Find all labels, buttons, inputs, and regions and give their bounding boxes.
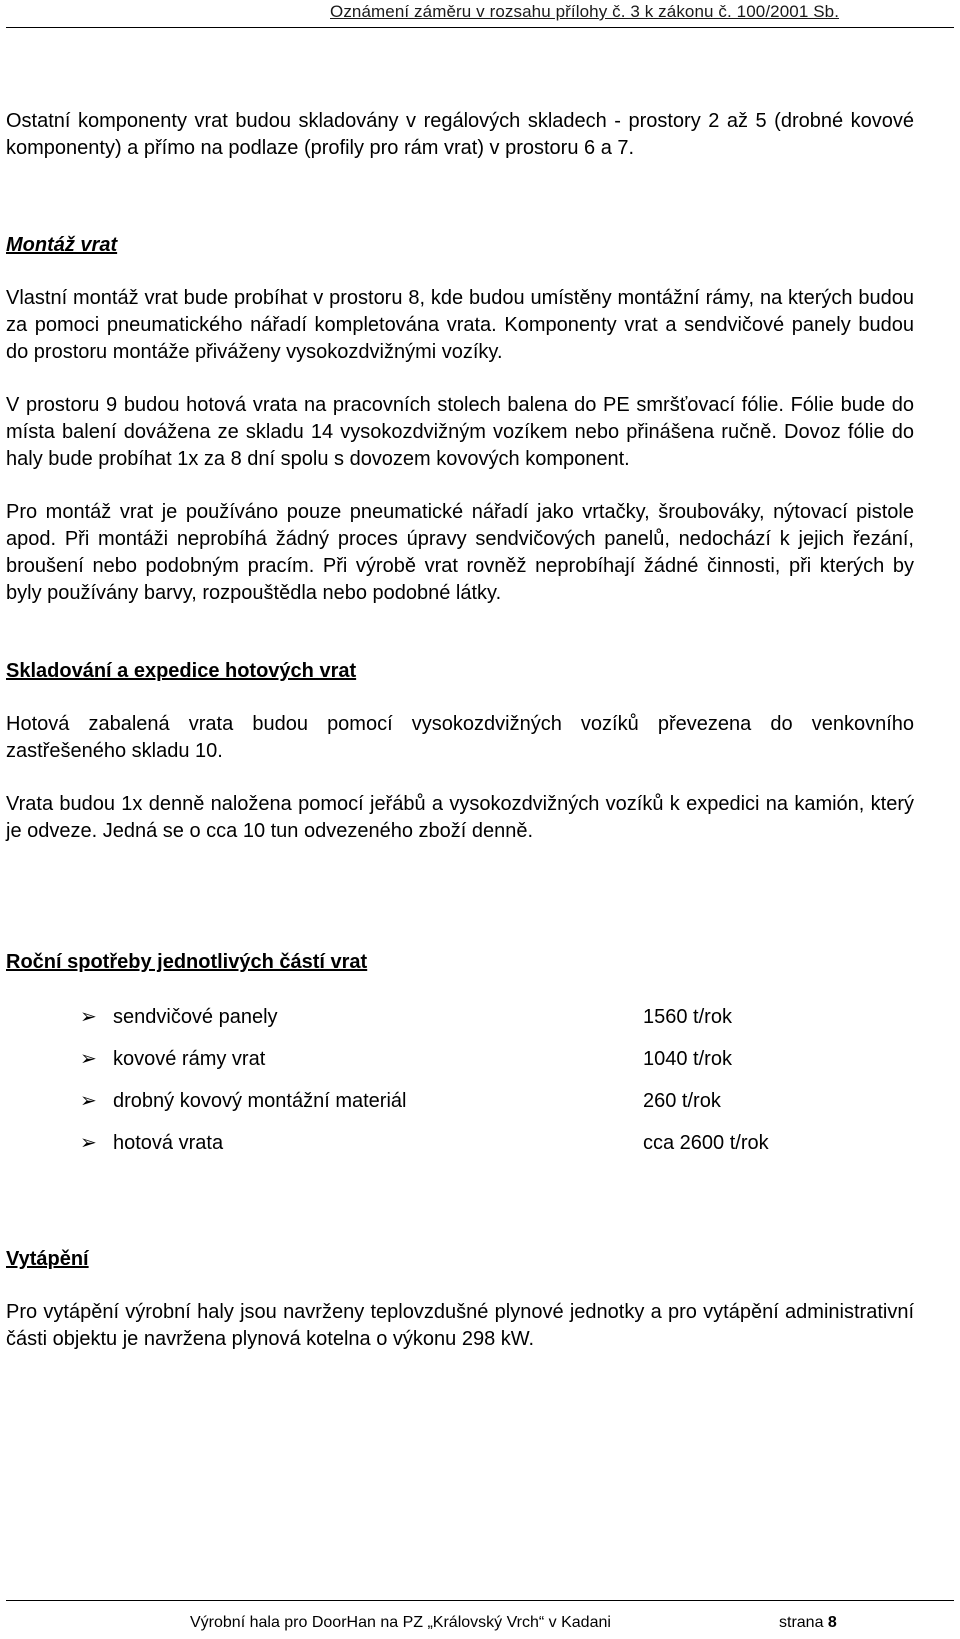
spacer (6, 845, 914, 949)
paragraph-skladovani-1: Hotová zabalená vrata budou pomocí vysokozdvižných vozíků převezena do venkovního zastřešeného skladu 10. (6, 713, 914, 762)
spacer (6, 259, 914, 285)
list-item (6, 1088, 914, 1130)
arrow-bullet-icon: ➢ (80, 1090, 97, 1112)
page-footer (6, 1600, 954, 1638)
spacer (6, 607, 914, 658)
page-label: strana (779, 1614, 824, 1631)
header-divider (6, 27, 954, 28)
spacer (6, 1273, 914, 1299)
heading-rocni-spotreby: Roční spotřeby jednotlivých částí vrat (6, 951, 368, 973)
page-number (779, 1614, 837, 1632)
spacer (6, 473, 914, 499)
page-number-value: 8 (827, 1614, 837, 1631)
item-value: 1560 t/rok (643, 1006, 732, 1028)
page-header (0, 0, 960, 30)
arrow-bullet-icon: ➢ (80, 1132, 97, 1154)
heading-vytapeni: Vytápění (6, 1248, 89, 1270)
arrow-bullet-icon: ➢ (80, 1048, 97, 1070)
spacer (6, 366, 914, 392)
item-name: kovové rámy vrat (113, 1048, 266, 1070)
arrow-bullet-icon: ➢ (80, 1006, 97, 1028)
paragraph-montaz-1: Vlastní montáž vrat bude probíhat v prostoru 8, kde budou umístěny montážní rámy, na kterých budou za pomoci pneumatického nářadí kompletována vrata. Komponenty vrat a sendvičové panely budou do prostoru montáže přiváženy vysokozdvižnými vozíky. (6, 287, 914, 363)
paragraph-montaz-2: V prostoru 9 budou hotová vrata na pracovních stolech balena do PE smršťovací fólie. Fólie bude do místa balení dovážena ze skladu 14 vysokozdvižným vozíkem nebo přinášena ručně. Dovoz fólie do haly bude probíhat 1x za 8 dní spolu s dovozem kovových komponent. (6, 394, 914, 470)
spacer (6, 976, 914, 1004)
heading-montaz-vrat: Montáž vrat (6, 234, 118, 256)
paragraph-storage-components: Ostatní komponenty vrat budou skladovány v regálových skladech - prostory 2 až 5 (drobné kovové komponenty) a přímo na podlaze (profily pro rám vrat) v prostoru 6 a 7. (6, 110, 914, 159)
footer-divider (6, 1600, 954, 1601)
item-name: drobný kovový montážní materiál (113, 1090, 407, 1112)
paragraph-skladovani-2: Vrata budou 1x denně naložena pomocí jeřábů a vysokozdvižných vozíků k expedici na kamión, který je odveze. Jedná se o cca 10 tun odvezeného zboží denně. (6, 793, 914, 842)
item-value: cca 2600 t/rok (643, 1132, 769, 1154)
header-title: Oznámení záměru v rozsahu přílohy č. 3 k zákonu č. 100/2001 Sb. (330, 2, 840, 21)
list-item (6, 1046, 914, 1088)
footer-title: Výrobní hala pro DoorHan na PZ „Královský Vrch“ v Kadani (190, 1614, 611, 1631)
paragraph-montaz-3: Pro montáž vrat je používáno pouze pneumatické nářadí jako vrtačky, šroubováky, nýtovací pistole apod. Při montáži neprobíhá žádný proces úpravy sendvičových panelů, nedochází k jejich řezání, broušení nebo podobným pracím. Při výrobě vrat rovněž neprobíhají žádné činnosti, při kterých by byly používány barvy, rozpouštědla nebo podobné látky. (6, 501, 914, 604)
spacer (6, 765, 914, 791)
spacer (6, 1172, 914, 1246)
spacer (6, 685, 914, 711)
item-value: 260 t/rok (643, 1090, 721, 1112)
heading-skladovani: Skladování a expedice hotových vrat (6, 660, 357, 682)
item-value: 1040 t/rok (643, 1048, 732, 1070)
paragraph-vytapeni: Pro vytápění výrobní haly jsou navrženy teplovzdušné plynové jednotky a pro vytápění administrativní části objektu je navržena plynová kotelna o výkonu 298 kW. (6, 1301, 914, 1350)
document-body (6, 108, 914, 1353)
item-name: hotová vrata (113, 1132, 224, 1154)
list-item (6, 1130, 914, 1172)
item-name: sendvičové panely (113, 1006, 278, 1028)
list-item (6, 1004, 914, 1046)
spacer (6, 162, 914, 232)
consumption-list (6, 1004, 914, 1172)
